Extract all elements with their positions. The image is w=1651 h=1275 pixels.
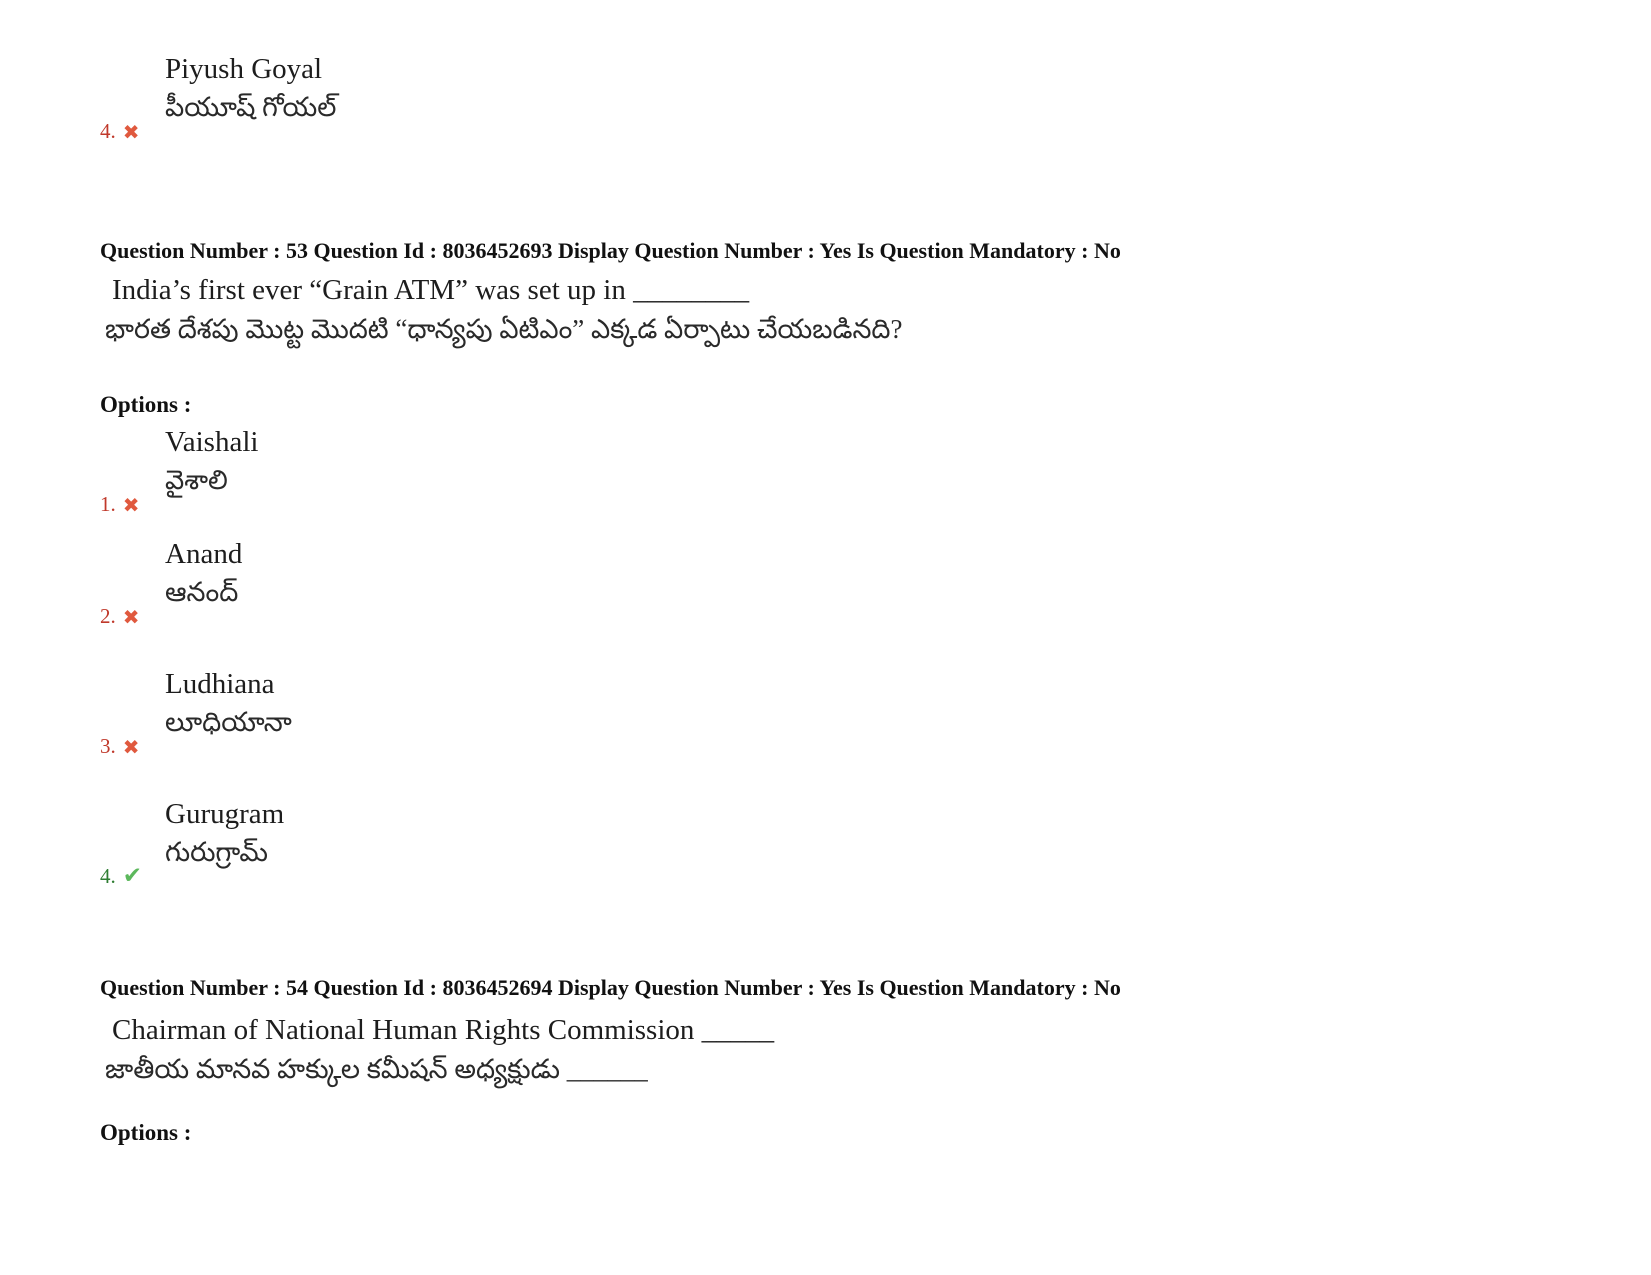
incorrect-option-icon: ✖ <box>122 734 140 759</box>
option-labels <box>165 425 258 501</box>
option-marker <box>100 119 140 144</box>
question-53-header: Question Number : 53 Question Id : 8036452693 Display Question Number : Yes Is Question Mandatory : No <box>100 238 1121 263</box>
question-54-text-telugu: జాతీయ మానవ హక్కుల కమీషన్ అధ్యక్షుడు ______ <box>105 1054 648 1084</box>
option-labels <box>165 52 336 128</box>
option-number: 2. <box>100 604 116 628</box>
incorrect-option-icon: ✖ <box>122 604 140 629</box>
incorrect-option-icon: ✖ <box>122 119 140 144</box>
option-label-english: Ludhiana <box>165 668 275 700</box>
question-53-text-english: India’s first ever “Grain ATM” was set up in ________ <box>112 274 750 306</box>
question-53-text-telugu: భారత దేశపు మొట్ట మొదటి “ధాన్యపు ఏటిఎం” ఎక్కడ ఏర్పాటు చేయబడినది? <box>105 314 903 344</box>
option-label-english: Piyush Goyal <box>165 53 323 85</box>
option-number: 4. <box>100 119 116 143</box>
option-row-1 <box>100 425 259 517</box>
option-label-english: Vaishali <box>165 426 259 458</box>
option-marker <box>100 604 140 629</box>
option-label-english: Anand <box>165 538 243 570</box>
option-label-telugu: ఆనంద్ <box>165 577 239 607</box>
option-label-english: Gurugram <box>165 798 285 830</box>
option-label-telugu: వైశాలి <box>165 465 228 495</box>
incorrect-option-icon: ✖ <box>122 492 140 517</box>
question-54-header: Question Number : 54 Question Id : 8036452694 Display Question Number : Yes Is Question Mandatory : No <box>100 975 1121 1000</box>
question-53-options-heading: Options : <box>100 392 192 417</box>
option-labels <box>165 667 292 743</box>
option-labels <box>165 537 242 613</box>
option-labels <box>165 797 284 873</box>
option-number: 1. <box>100 492 116 516</box>
option-marker <box>100 734 140 759</box>
question-54-options-heading: Options : <box>100 1120 192 1145</box>
option-number: 4. <box>100 864 116 888</box>
option-label-telugu: పీయూష్ గోయల్ <box>165 92 337 122</box>
option-number: 3. <box>100 734 116 758</box>
option-row-2 <box>100 537 243 629</box>
option-row-4-correct <box>100 797 285 889</box>
option-row-3 <box>100 667 292 759</box>
question-54-text-english: Chairman of National Human Rights Commission _____ <box>112 1014 775 1046</box>
option-marker <box>100 492 140 517</box>
option-marker <box>100 864 142 889</box>
correct-option-icon: ✔ <box>122 863 143 889</box>
prev-question-option-row <box>100 52 337 144</box>
option-label-telugu: లూధియానా <box>165 707 292 737</box>
option-label-telugu: గురుగ్రామ్ <box>165 837 268 867</box>
